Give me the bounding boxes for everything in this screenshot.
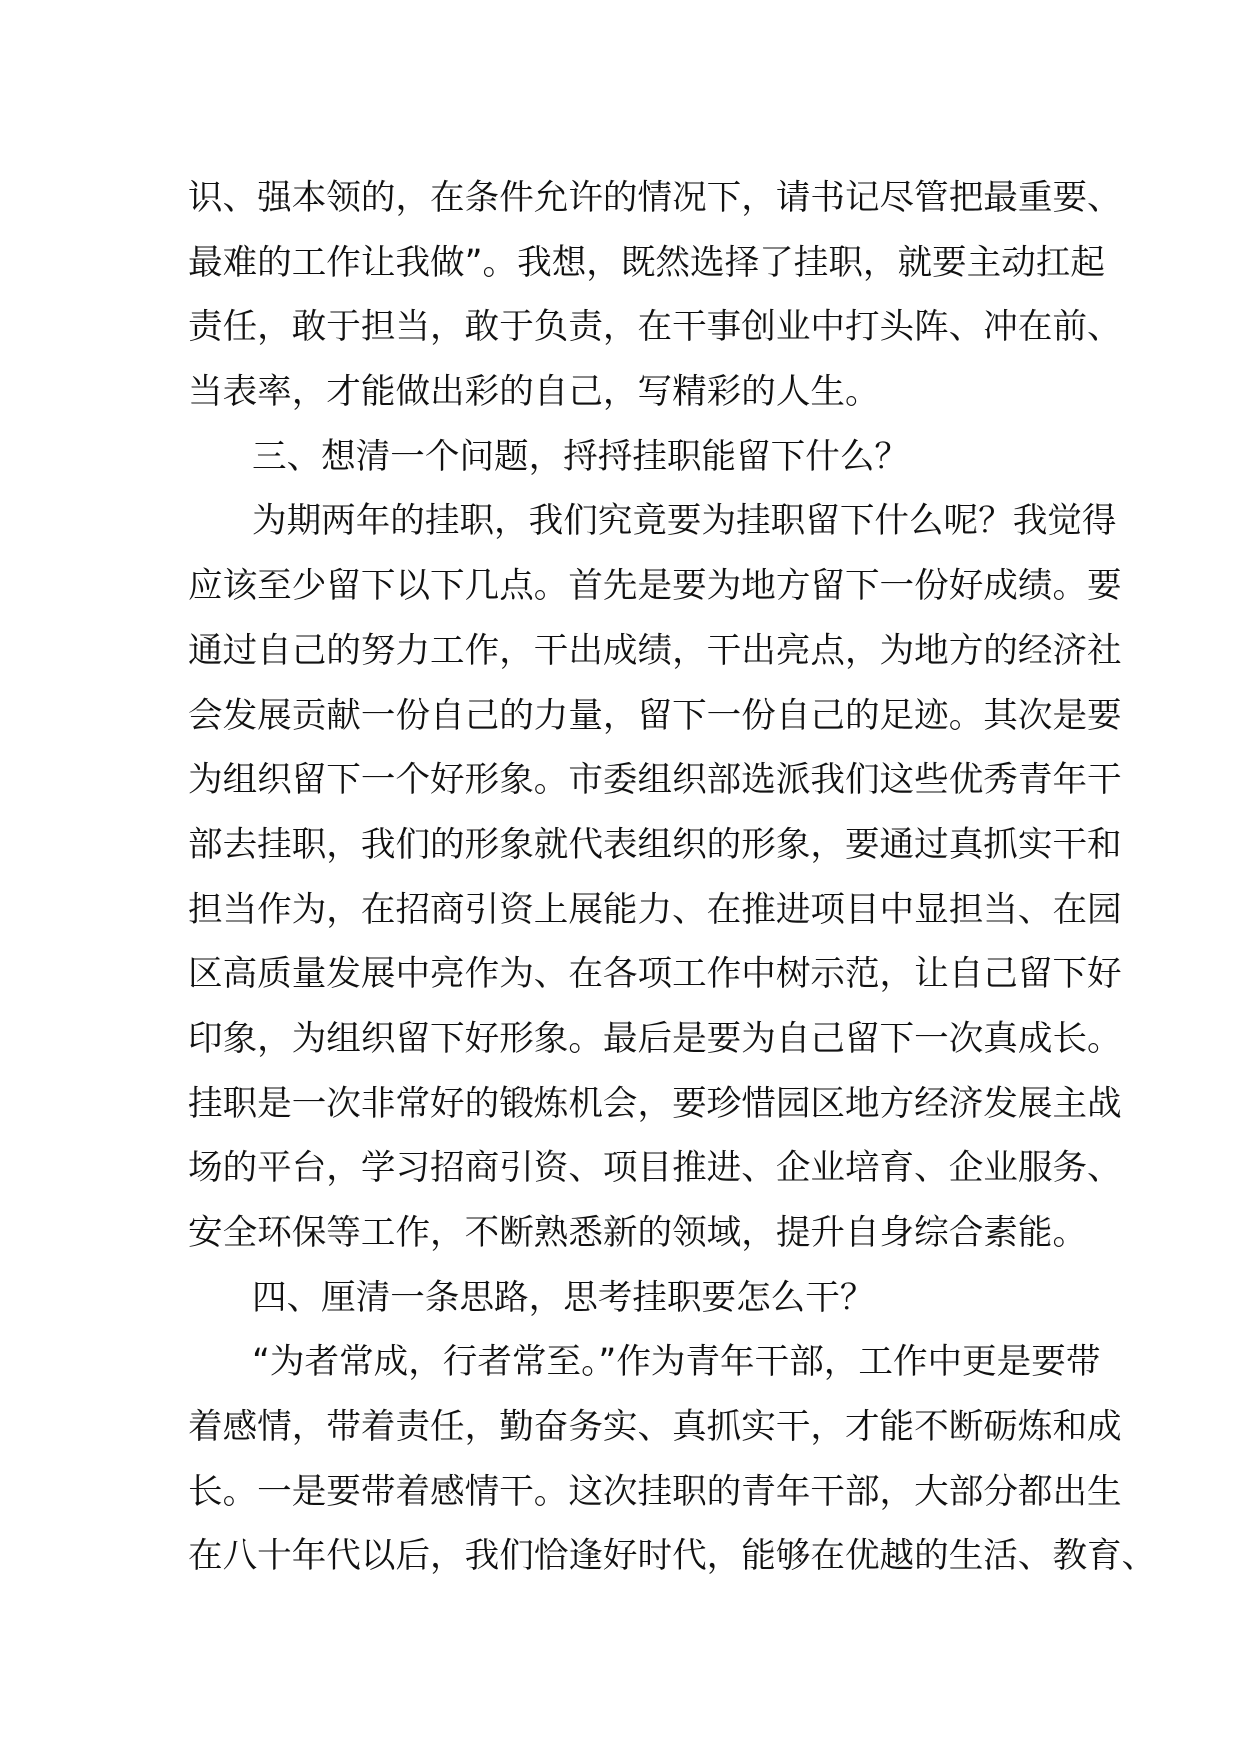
text-line: 应该至少留下以下几点。首先是要为地方留下一份好成绩。要 [188, 566, 1122, 607]
paragraph-start-line: 三、想清一个问题，捋捋挂职能留下什么？ [252, 436, 909, 477]
text-line: 担当作为，在招商引资上展能力、在推进项目中显担当、在园 [188, 889, 1122, 930]
text-line: 挂职是一次非常好的锻炼机会，要珍惜园区地方经济发展主战 [188, 1083, 1122, 1124]
text-line: 安全环保等工作，不断熟悉新的领域，提升自身综合素能。 [188, 1213, 1088, 1253]
text-line: 印象，为组织留下好形象。最后是要为自己留下一次真成长。 [188, 1018, 1122, 1059]
text-line: 为组织留下一个好形象。市委组织部选派我们这些优秀青年干 [188, 760, 1122, 801]
paragraph-start-line: “为者常成，行者常至。”作为青年干部，工作中更是要带 [252, 1342, 1101, 1383]
text-line: 责任，敢于担当，敢于负责，在干事创业中打头阵、冲在前、 [188, 307, 1122, 348]
text-line: 在八十年代以后，我们恰逢好时代，能够在优越的生活、教育、 [188, 1536, 1157, 1577]
text-line: 部去挂职，我们的形象就代表组织的形象，要通过真抓实干和 [188, 824, 1122, 865]
text-line: 识、强本领的，在条件允许的情况下，请书记尽管把最重要、 [188, 178, 1122, 218]
text-line: 会发展贡献一份自己的力量，留下一份自己的足迹。其次是要 [188, 695, 1122, 736]
text-line: 场的平台，学习招商引资、项目推进、企业培育、企业服务、 [188, 1148, 1122, 1189]
text-line: 通过自己的努力工作，干出成绩，干出亮点，为地方的经济社 [188, 630, 1122, 671]
text-line: 最难的工作让我做”。我想，既然选择了挂职，就要主动扛起 [188, 242, 1105, 283]
text-line: 长。一是要带着感情干。这次挂职的青年干部，大部分都出生 [188, 1471, 1122, 1512]
paragraph-start-line: 为期两年的挂职，我们究竟要为挂职留下什么呢？我觉得 [252, 501, 1117, 542]
text-line: 着感情，带着责任，勤奋务实、真抓实干，才能不断砺炼和成 [188, 1407, 1122, 1448]
text-line: 当表率，才能做出彩的自己，写精彩的人生。 [188, 372, 880, 413]
body-text [188, 166, 1157, 1589]
paragraph-start-line: 四、厘清一条思路，思考挂职要怎么干？ [252, 1277, 875, 1318]
text-line: 区高质量发展中亮作为、在各项工作中树示范，让自己留下好 [188, 954, 1122, 995]
